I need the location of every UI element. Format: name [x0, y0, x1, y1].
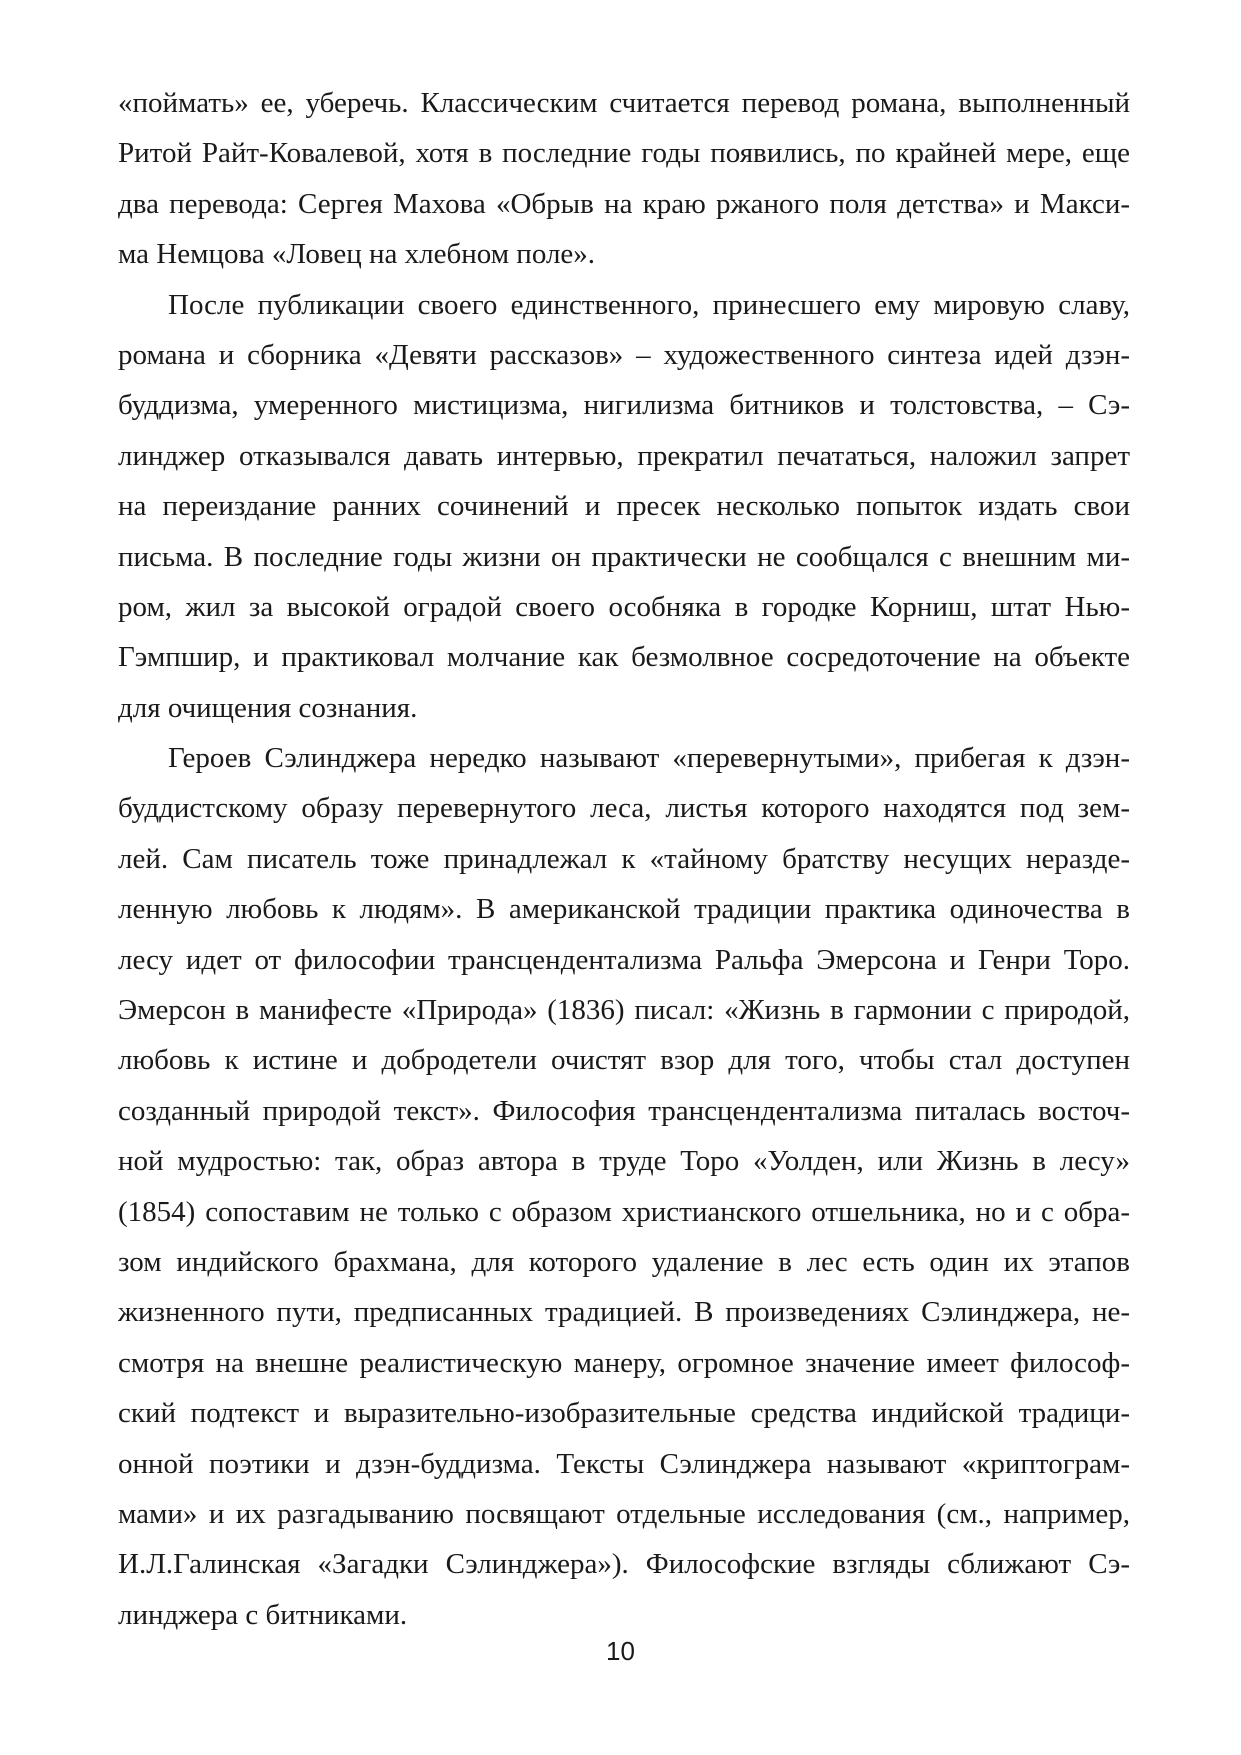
text-line: на переиздание ранних сочинений и пресек несколько попыток издать свои: [118, 490, 1130, 523]
text-line: буддистскому образу перевернутого леса, листья которого находятся под зем-: [118, 792, 1130, 825]
text-line: лесу идет от философии трансцендентализма Ральфа Эмерсона и Генри Торо.: [118, 943, 1130, 976]
text-line: «поймать» ее, уберечь. Классическим считается перевод романа, выполненный: [118, 87, 1130, 119]
text-line: Гэмпшир, и практиковал молчание как безмолвное сосредоточение на объекте: [118, 641, 1130, 674]
text-line: линджер отказывался давать интервью, прекратил печататься, наложил запрет: [118, 439, 1130, 472]
text-line: для очищения сознания.: [118, 691, 418, 724]
text-line: мами» и их разгадыванию посвящают отдельные исследования (см., например,: [118, 1497, 1130, 1530]
text-line: смотря на внешне реалистическую манеру, огромное значение имеет философ-: [118, 1346, 1130, 1379]
text-line: После публикации своего единственного, принесшего ему мировую славу,: [168, 288, 1130, 321]
text-line: линджера с битниками.: [118, 1598, 408, 1631]
text-line: ленную любовь к людям». В американской традиции практика одиночества в: [118, 893, 1130, 926]
text-line: два перевода: Сергея Махова «Обрыв на краю ржаного поля детства» и Макси-: [118, 187, 1130, 220]
text-line: ма Немцова «Ловец на хлебном поле».: [118, 238, 596, 271]
text-line: онной поэтики и дзэн-буддизма. Тексты Сэлинджера называют «криптограм-: [118, 1447, 1130, 1480]
text-line: ром, жил за высокой оградой своего особняка в городке Корниш, штат Нью-: [118, 590, 1130, 623]
text-line: Героев Сэлинджера нередко называют «перевернутыми», прибегая к дзэн-: [168, 742, 1130, 775]
text-line: Эмерсон в манифесте «Природа» (1836) писал: «Жизнь в гармонии с природой,: [118, 994, 1130, 1027]
text-line: лей. Сам писатель тоже принадлежал к «тайному братству несущих нераздe-: [118, 842, 1130, 875]
text-line: ский подтекст и выразительно-изобразительные средства индийской традици-: [118, 1397, 1130, 1430]
paragraph-3: [118, 733, 1130, 1640]
paragraph-2: [118, 280, 1130, 734]
text-line: любовь к истине и добродетели очистят взор для того, чтобы стал доступен: [118, 1044, 1130, 1077]
page-number: 10: [606, 1636, 635, 1666]
document-page: [118, 78, 1130, 1640]
text-line: буддизма, умеренного мистицизма, нигилизма битников и толстовства, – Сэ-: [118, 389, 1130, 422]
text-line: письма. В последние годы жизни он практически не сообщался с внешним ми-: [118, 540, 1130, 573]
text-line: жизненного пути, предписанных традицией. В произведениях Сэлинджера, не-: [118, 1296, 1130, 1329]
text-line: И.Л.Галинская «Загадки Сэлинджера»). Философские взгляды сближают Сэ-: [118, 1548, 1130, 1581]
paragraph-1: [118, 78, 1130, 280]
text-line: романа и сборника «Девяти рассказов» – художественного синтеза идей дзэн-: [118, 338, 1130, 371]
text-line: Ритой Райт-Ковалевой, хотя в последние годы появились, по крайней мере, еще: [118, 137, 1130, 170]
text-line: ной мудростью: так, образ автора в труде Торо «Уолден, или Жизнь в лесу»: [118, 1145, 1130, 1178]
text-line: созданный природой текст». Философия трансцендентализма питалась восточ-: [118, 1094, 1130, 1127]
text-line: зом индийского брахмана, для которого удаление в лес есть один их этапов: [118, 1245, 1130, 1278]
text-line: (1854) сопоставим не только с образом христианского отшельника, но и с обра-: [118, 1195, 1130, 1228]
